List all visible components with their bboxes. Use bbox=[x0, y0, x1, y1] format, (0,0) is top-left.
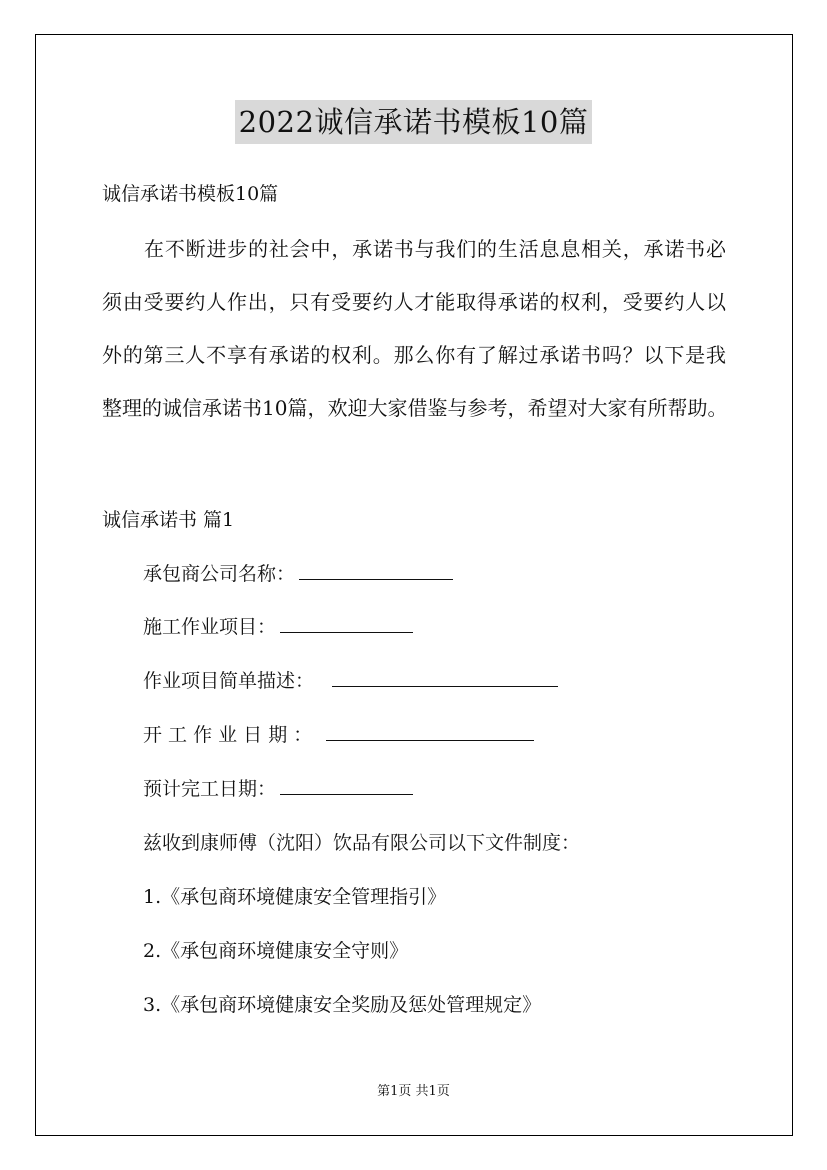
document-title: 2022诚信承诺书模板10篇 bbox=[235, 100, 593, 144]
title-container bbox=[0, 100, 827, 144]
fill-in-blank bbox=[326, 722, 534, 741]
document-list-item: 3.《承包商环境健康安全奖励及惩处管理规定》 bbox=[143, 994, 542, 1016]
intro-line: 在不断进步的社会中，承诺书与我们的生活息息相关，承诺书必 bbox=[144, 237, 726, 261]
intro-line: 外的第三人不享有承诺的权利。那么你有了解过承诺书吗？以下是我 bbox=[102, 343, 726, 367]
document-list-item: 1.《承包商环境健康安全管理指引》 bbox=[143, 886, 447, 908]
document-list-item: 2.《承包商环境健康安全守则》 bbox=[143, 940, 409, 962]
document-subtitle: 诚信承诺书模板10篇 bbox=[102, 183, 279, 205]
fill-in-blank bbox=[299, 561, 453, 580]
field-label: 施工作业项目： bbox=[143, 616, 277, 638]
intro-line: 整理的诚信承诺书10篇，欢迎大家借鉴与参考，希望对大家有所帮助。 bbox=[102, 396, 728, 420]
field-label: 预计完工日期： bbox=[143, 778, 277, 800]
section-heading: 诚信承诺书 篇1 bbox=[102, 509, 235, 531]
start-date-field bbox=[143, 722, 534, 748]
intro-line: 须由受要约人作出，只有受要约人才能取得承诺的权利，受要约人以 bbox=[102, 290, 726, 314]
field-label: 作业项目简单描述： bbox=[143, 670, 315, 692]
fill-in-blank bbox=[332, 668, 558, 687]
end-date-field bbox=[143, 776, 413, 802]
project-field bbox=[143, 614, 413, 640]
page-footer: 第1页 共1页 bbox=[377, 1084, 450, 1099]
field-label: 开 工 作 业 日 期 ： bbox=[143, 724, 313, 746]
company-name-field bbox=[143, 561, 453, 587]
description-field bbox=[143, 668, 558, 694]
receipt-statement: 兹收到康师傅（沈阳）饮品有限公司以下文件制度： bbox=[143, 832, 581, 854]
fill-in-blank bbox=[280, 776, 413, 795]
fill-in-blank bbox=[280, 614, 413, 633]
field-label: 承包商公司名称： bbox=[143, 563, 296, 585]
